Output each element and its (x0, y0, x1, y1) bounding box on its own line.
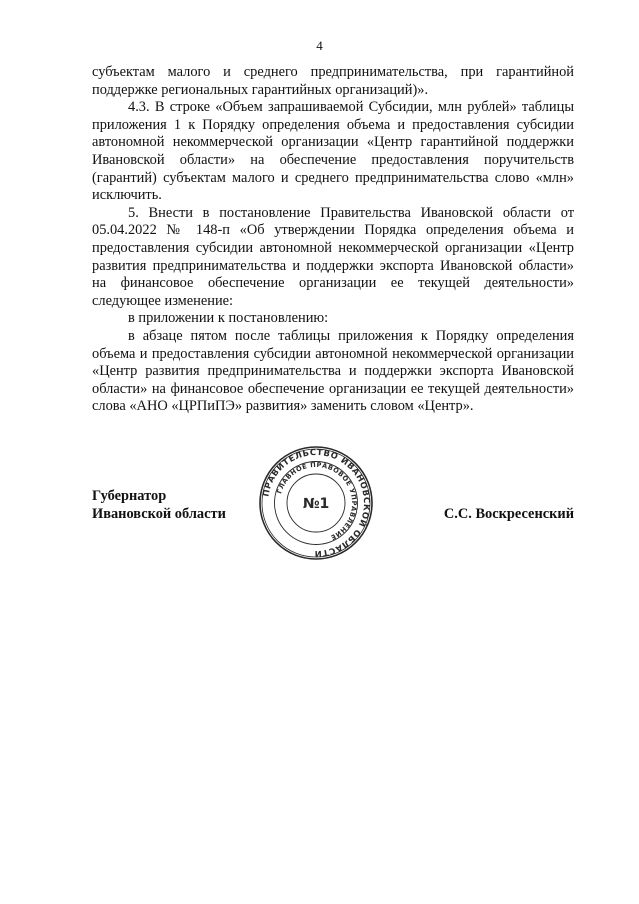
signatory-region: Ивановской области (92, 505, 226, 522)
signatory-name: С.С. Воскресенский (443, 505, 574, 522)
paragraph-5: 5. Внести в постановление Правительства Ивановской области от 05.04.2022 № 148-п «Об утверждении Порядка определения объема и предоставления субсидии автономной некоммерческой организации «Центр развития предпринимательства и поддержки экспорта Ивановской области» на финансовое обеспечение организации ее текущей деятельности» следующее изменение: (92, 204, 574, 309)
paragraph-in-appendix: в приложении к постановлению: (128, 310, 329, 327)
paragraph-4-3: 4.3. В строке «Объем запрашиваемой Субсидии, млн рублей» таблицы приложения 1 к Порядку определения объема и предоставления субсидии автономной некоммерческой организации «Центр гарантийной поддержки Ивановской области» на обеспечение предоставления поручительств (гарантий) субъектам малого и среднего предпринимательства слово «млн» исключить. (92, 99, 574, 204)
signatory-title: Губернатор (92, 488, 167, 504)
page-number: 4 (316, 38, 323, 53)
paragraph-continuation: субъектам малого и среднего предпринимательства, при гарантийной поддержке региональных гарантийных организаций)». (92, 64, 574, 98)
signatory-position (92, 488, 226, 523)
seal-outer-text: ПРАВИТЕЛЬСТВО ИВАНОВСКОЙ ОБЛАСТИ (260, 446, 373, 560)
seal-number: №1 (302, 496, 330, 512)
paragraph-fifth-abzac: в абзаце пятом после таблицы приложения к Порядку определения объема и предоставления субсидии автономной некоммерческой организации «Центр развития предпринимательства и поддержки экспорта Ивановской области» на финансовое обеспечение организации ее текущей деятельности» слова «АНО «ЦРПиПЭ» развития» заменить словом «Центр». (92, 327, 574, 415)
document-body (92, 64, 574, 416)
seal-inner-text: ГЛАВНОЕ ПРАВОВОЕ УПРАВЛЕНИЕ (275, 460, 359, 542)
official-seal (258, 445, 374, 561)
